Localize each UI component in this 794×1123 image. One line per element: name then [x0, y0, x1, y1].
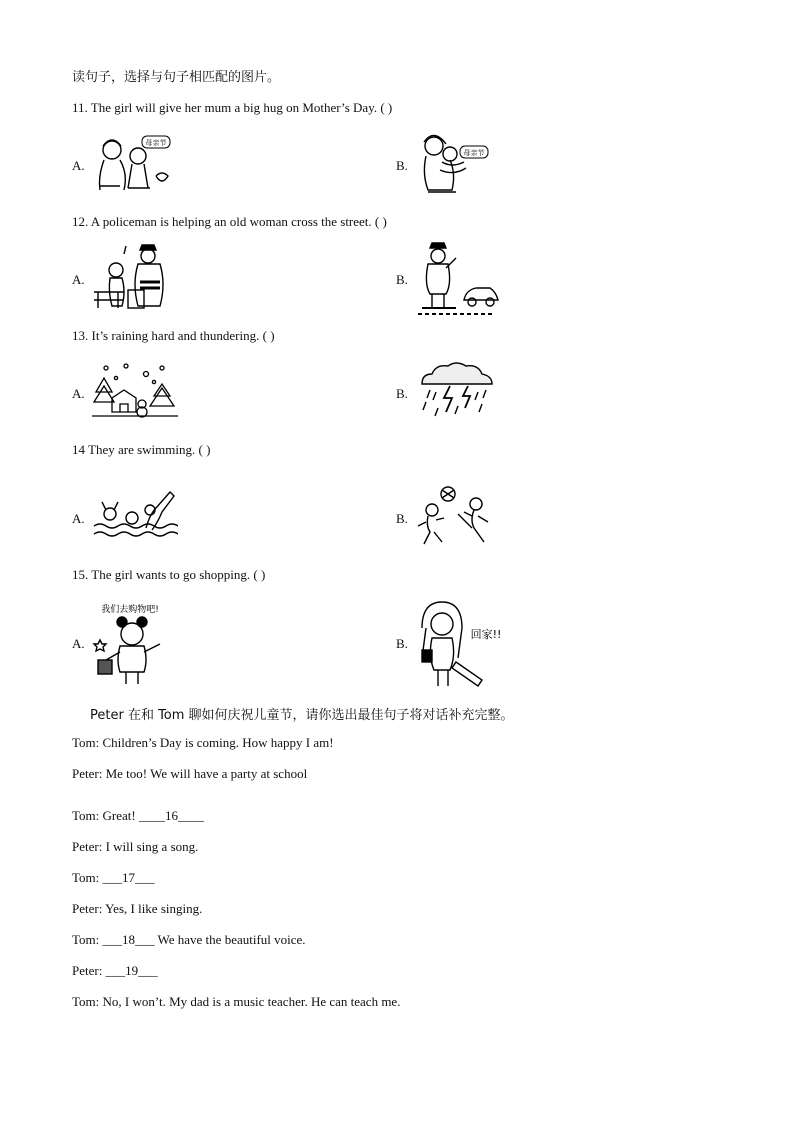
pic-11-a-label: 母亲节: [145, 139, 167, 147]
instruction: 读句子，选择与句子相匹配的图片。: [72, 70, 281, 85]
option-11-b-label[interactable]: B.: [396, 158, 408, 173]
dialogue-line-7: Tom: ___18___ We have the beautiful voice.: [72, 932, 306, 947]
option-11-a-label[interactable]: A.: [72, 158, 85, 173]
pic-11-b-label: 母亲节: [463, 149, 485, 157]
picture-12-b-traffic-police[interactable]: [416, 242, 500, 318]
question-11: 11. The girl will give her mum a big hug on Mother’s Day. ( ): [72, 100, 393, 115]
question-12: 12. A policeman is helping an old woman cross the street. ( ): [72, 214, 387, 229]
option-15-b-label[interactable]: B.: [396, 636, 408, 651]
option-12-a-label[interactable]: A.: [72, 272, 85, 287]
picture-11-a-mothers-day-hands[interactable]: [92, 132, 176, 194]
pic-15-b-label: 回家!!: [470, 628, 502, 641]
question-13: 13. It’s raining hard and thundering. ( ): [72, 328, 275, 343]
dialogue-intro: Peter 在和 Tom 聊如何庆祝儿童节，请你选出最佳句子将对话补充完整。: [90, 708, 514, 723]
dialogue-line-1: Tom: Children’s Day is coming. How happy I am!: [72, 735, 334, 750]
picture-14-a-swimming[interactable]: [92, 488, 178, 544]
dialogue-line-9: Tom: No, I won’t. My dad is a music teacher. He can teach me.: [72, 994, 401, 1009]
option-14-b-label[interactable]: B.: [396, 511, 408, 526]
option-13-a-label[interactable]: A.: [72, 386, 85, 401]
option-14-a-label[interactable]: A.: [72, 511, 85, 526]
pic-15-a-label: 我们去购物吧!: [101, 605, 159, 615]
question-14: 14 They are swimming. ( ): [72, 442, 211, 457]
picture-15-a-go-shopping[interactable]: [92, 600, 172, 688]
picture-15-b-go-home[interactable]: [416, 598, 502, 688]
dialogue-line-3: Tom: Great! ____16____: [72, 808, 204, 823]
option-13-b-label[interactable]: B.: [396, 386, 408, 401]
option-15-a-label[interactable]: A.: [72, 636, 85, 651]
picture-14-b-football[interactable]: [416, 484, 500, 550]
picture-13-b-thunderstorm[interactable]: [416, 362, 500, 422]
dialogue-line-2: Peter: Me too! We will have a party at school: [72, 766, 308, 781]
picture-13-a-snow[interactable]: [92, 362, 178, 418]
picture-11-b-hug[interactable]: [416, 130, 500, 196]
picture-12-a-policeman-helping[interactable]: [92, 242, 172, 312]
dialogue-line-8: Peter: ___19___: [72, 963, 158, 978]
dialogue-line-4: Peter: I will sing a song.: [72, 839, 199, 854]
dialogue-line-5: Tom: ___17___: [72, 870, 155, 885]
dialogue-line-6: Peter: Yes, I like singing.: [72, 901, 203, 916]
question-15: 15. The girl wants to go shopping. ( ): [72, 567, 266, 582]
option-12-b-label[interactable]: B.: [396, 272, 408, 287]
